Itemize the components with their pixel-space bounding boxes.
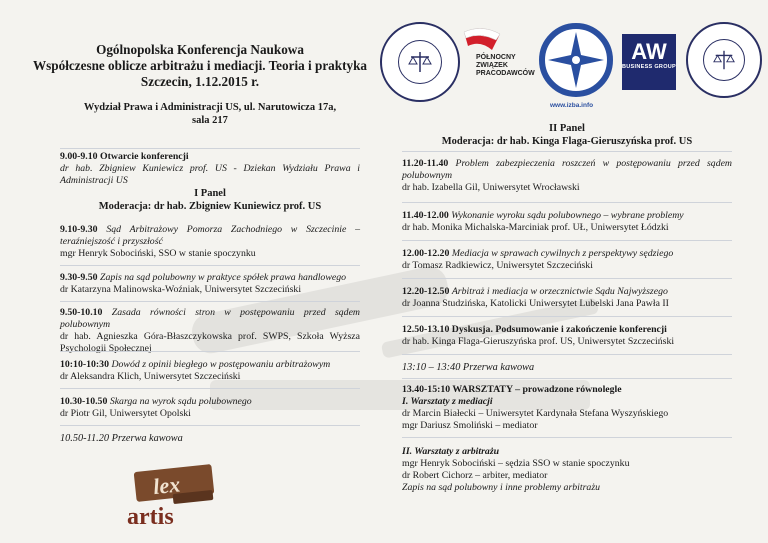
workshop-2-person: dr Robert Cichorz – arbiter, mediator: [402, 470, 548, 481]
talk-topic: Zasada równości stron w postępowaniu przed sądem polubownym: [60, 307, 360, 330]
panel-1-moderation: Moderacja: dr hab. Zbigniew Kuniewicz prof. US: [98, 201, 322, 212]
talk-topic: Dowód z opinii biegłego w postępowaniu arbitrażowym: [111, 359, 331, 370]
talk-topic: Sąd Arbitrażowy Pomorza Zachodniego w Szczecinie – teraźniejszość i przyszłość: [60, 224, 360, 247]
divider: [60, 388, 360, 389]
divider: [402, 437, 732, 438]
divider: [402, 278, 732, 279]
pzp-flag-icon: [462, 26, 502, 54]
talk-time: 9.10-9.30: [60, 224, 98, 235]
discussion-item: [402, 324, 732, 348]
panel-1-title: I Panel: [194, 188, 226, 199]
divider: [402, 240, 732, 241]
talk-time: 9.30-9.50: [60, 272, 98, 283]
divider: [402, 202, 732, 203]
talk-item: [60, 359, 360, 383]
workshops-section: [402, 384, 742, 432]
divider: [402, 378, 732, 379]
talk-speaker: dr hab. Monika Michalska-Marciniak prof. UŁ, Uniwersytet Łódzki: [402, 222, 669, 233]
scales-icon: [407, 49, 433, 75]
workshop-1-person: dr Marcin Białecki – Uniwersytet Kardynała Stefana Wyszyńskiego: [402, 408, 669, 419]
panel-2-moderation: Moderacja: dr hab. Kinga Flaga-Gieruszyńska prof. US: [441, 136, 693, 147]
conference-title: [30, 42, 370, 90]
coffee-break-1: 10.50-11.20 Przerwa kawowa: [60, 433, 183, 444]
divider: [402, 316, 732, 317]
workshop-2-section: [402, 446, 742, 494]
discussion-speaker: dr hab. Kinga Flaga-Gieruszyńska prof. US, Uniwersytet Szczeciński: [402, 336, 675, 347]
divider: [60, 148, 360, 149]
lex-artis-logo: [115, 462, 235, 534]
title-line-1: Ogólnopolska Konferencja Naukowa: [96, 42, 304, 57]
talk-time: 10:10-10:30: [60, 359, 109, 370]
talk-time: 11.20-11.40: [402, 158, 449, 169]
talk-item: [60, 307, 360, 355]
venue: [60, 101, 360, 127]
talk-topic: Zapis na sąd polubowny w praktyce spółek prawa handlowego: [100, 272, 347, 283]
talk-time: 11.40-12.00: [402, 210, 449, 221]
talk-topic: Skarga na wyrok sądu polubownego: [109, 396, 252, 407]
talk-time: 10.30-10.50: [60, 396, 108, 407]
lex-artis-lex: lex: [151, 471, 182, 500]
divider: [60, 265, 360, 266]
talk-item: [60, 396, 360, 420]
pzp-name: PÓŁNOCNY ZWIĄZEK PRACODAWCÓW: [476, 54, 535, 77]
talk-speaker: dr Katarzyna Malinowska-Woźniak, Uniwersytet Szczeciński: [60, 284, 302, 295]
opening-item: [60, 151, 360, 187]
talk-speaker: dr Joanna Studzińska, Katolicki Uniwersytet Lubelski Jana Pawła II: [402, 298, 669, 309]
panel-1-heading: [60, 187, 360, 213]
opening-speaker: dr hab. Zbigniew Kuniewicz prof. US - Dziekan Wydziału Prawa i Administracji US: [60, 163, 360, 186]
workshop-2-person: mgr Henryk Sobociński – sędzia SSO w stanie spoczynku: [402, 458, 630, 469]
talk-item: [60, 224, 360, 260]
talk-topic: Mediacja w sprawach cywilnych z perspektywy sędziego: [451, 248, 674, 259]
talk-topic: Arbitraż i mediacja w orzecznictwie Sądu Najwyższego: [451, 286, 668, 297]
talk-speaker: dr hab. Agnieszka Góra-Błaszczykowska prof. SWPS, Szkoła Wyższa Psychologii Społecznej: [60, 331, 360, 354]
aw-business-group-logo: [622, 34, 676, 90]
talk-item: [402, 158, 732, 194]
talk-speaker: mgr Henryk Sobociński, SSO w stanie spoczynku: [60, 248, 256, 259]
compass-star-icon: [536, 20, 616, 100]
talk-item: [402, 248, 732, 272]
coffee-break-2: 13:10 – 13:40 Przerwa kawowa: [402, 362, 535, 373]
talk-speaker: dr hab. Izabella Gil, Uniwersytet Wrocławski: [402, 182, 580, 193]
discussion-title: 12.50-13.10 Dyskusja. Podsumowanie i zakończenie konferencji: [402, 324, 667, 335]
talk-topic: Problem zabezpieczenia roszczeń w postępowaniu przed sądem polubownym: [402, 158, 733, 181]
talk-speaker: dr Tomasz Radkiewicz, Uniwersytet Szczeciński: [402, 260, 593, 271]
panel-2-title: II Panel: [549, 123, 585, 134]
title-line-2: Współczesne oblicze arbitrażu i mediacji. Teoria i praktyka: [32, 58, 368, 73]
lex-artis-artis: artis: [127, 504, 174, 530]
pzp-logo: [462, 26, 535, 92]
talk-topic: Wykonanie wyroku sądu polubownego – wybrane problemy: [451, 210, 684, 221]
venue-line-1: Wydział Prawa i Administracji US, ul. Narutowicza 17a,: [83, 102, 337, 113]
arbitration-court-seal-logo: [686, 22, 762, 98]
venue-line-2: sala 217: [192, 115, 228, 126]
talk-time: 12.20-12.50: [402, 286, 450, 297]
workshop-2-topic: Zapis na sąd polubowny i inne problemy arbitrażu: [402, 482, 601, 493]
faculty-seal-logo: [380, 22, 460, 102]
aw-mark: AW: [631, 39, 667, 64]
talk-speaker: dr Piotr Gil, Uniwersytet Opolski: [60, 408, 191, 419]
workshop-1-person: mgr Dariusz Smoliński – mediator: [402, 420, 538, 431]
izba-gospodarcza-logo: [536, 20, 616, 115]
divider: [402, 354, 732, 355]
divider: [402, 151, 732, 152]
talk-item: [60, 272, 360, 296]
talk-item: [402, 286, 732, 310]
talk-time: 9.50-10.10: [60, 307, 103, 318]
talk-time: 12.00-12.20: [402, 248, 450, 259]
panel-2-heading: [402, 122, 732, 148]
talk-item: [402, 210, 732, 234]
izba-url: www.izba.info: [550, 102, 594, 109]
workshop-1-title: I. Warsztaty z mediacji: [402, 396, 493, 407]
divider: [60, 301, 360, 302]
title-line-3: Szczecin, 1.12.2015 r.: [140, 74, 260, 89]
workshop-2-title: II. Warsztaty z arbitrażu: [402, 446, 500, 457]
divider: [60, 425, 360, 426]
aw-subtitle: BUSINESS GROUP: [622, 64, 677, 70]
workshops-title: 13.40-15:10 WARSZTATY – prowadzone równolegle: [402, 384, 622, 395]
opening-time: 9.00-9.10 Otwarcie konferencji: [60, 151, 189, 162]
talk-speaker: dr Aleksandra Klich, Uniwersytet Szczeciński: [60, 371, 241, 382]
scales-icon: [712, 48, 736, 72]
divider: [60, 351, 360, 352]
